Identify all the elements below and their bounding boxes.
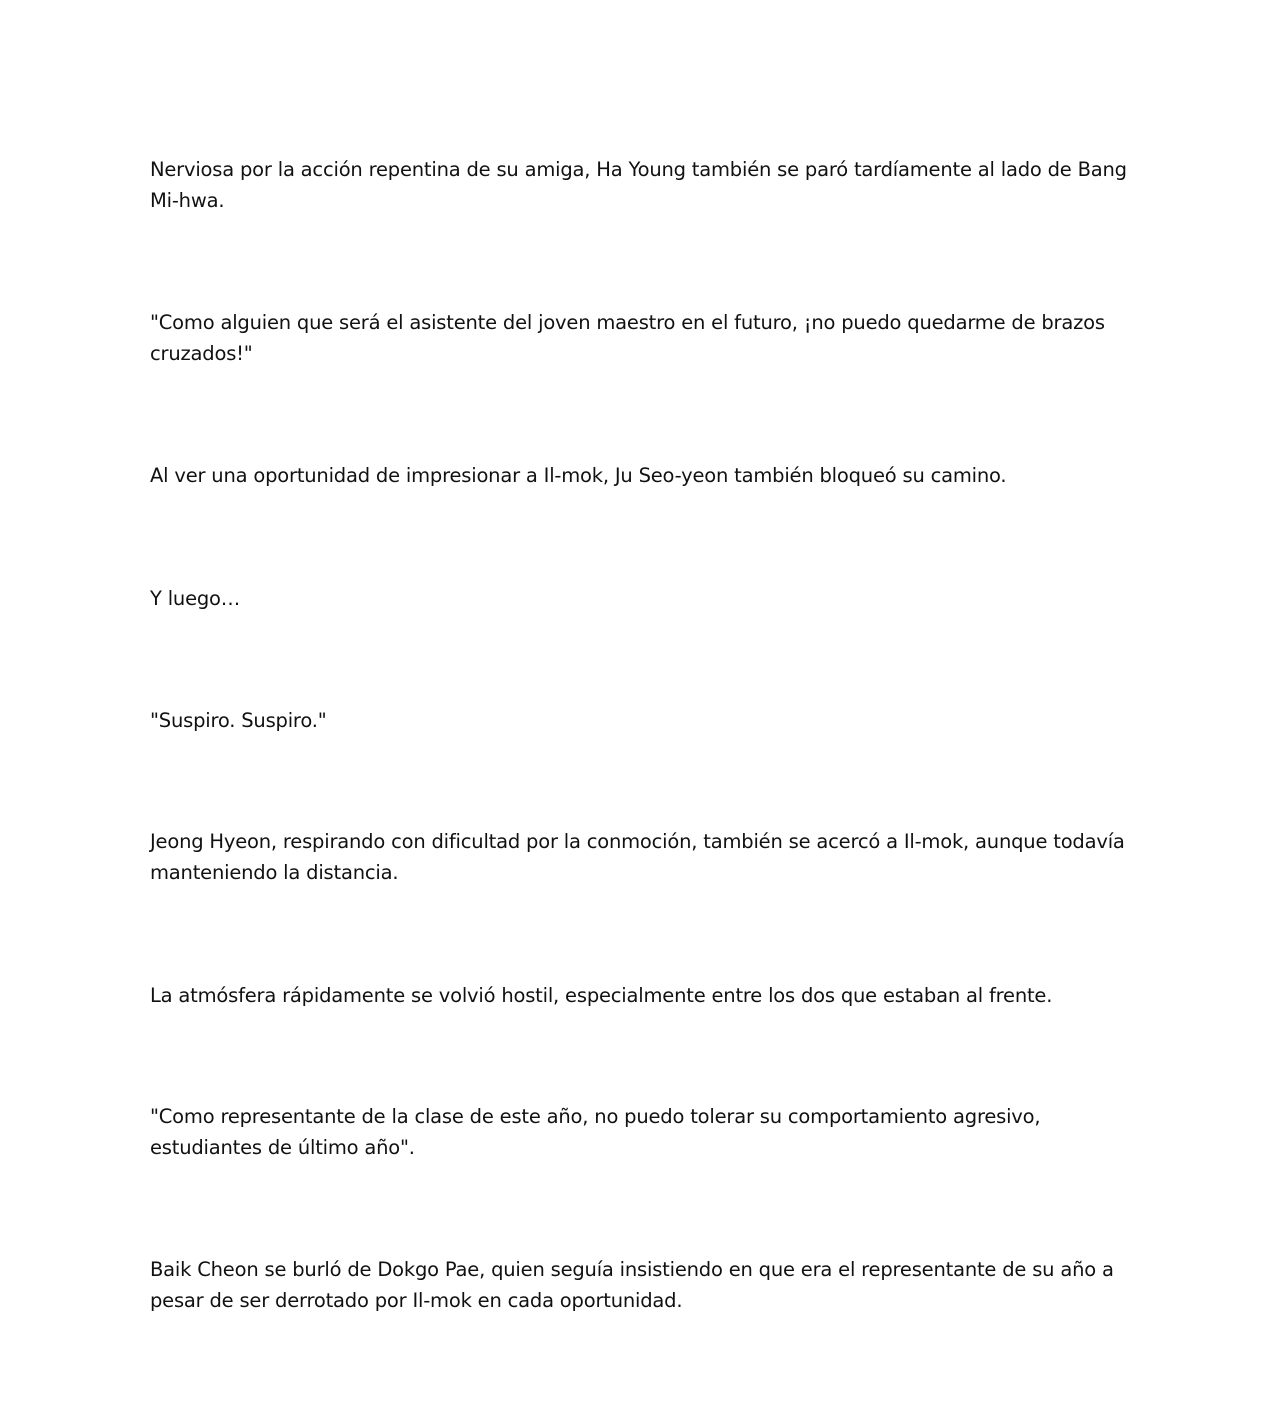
- paragraph: Al ver una oportunidad de impresionar a Il-mok, Ju Seo-yeon también bloqueó su camino.: [150, 464, 1007, 487]
- paragraph: "Como alguien que será el asistente del joven maestro en el futuro, ¡no puedo quedarme de brazos cruzados!": [150, 311, 1105, 365]
- paragraph: Baik Cheon se burló de Dokgo Pae, quien seguía insistiendo en que era el representante de su año a pesar de ser derrotado por Il-mok en cada oportunidad.: [150, 1258, 1114, 1312]
- paragraph: Y luego…: [150, 587, 241, 610]
- paragraph: Nerviosa por la acción repentina de su amiga, Ha Young también se paró tardíamente al lado de Bang Mi-hwa.: [150, 158, 1127, 212]
- paragraph: "Como representante de la clase de este año, no puedo tolerar su comportamiento agresivo, estudiantes de último año".: [150, 1105, 1041, 1159]
- paragraph: Jeong Hyeon, respirando con dificultad por la conmoción, también se acercó a Il-mok, aunque todavía manteniendo la distancia.: [150, 830, 1125, 884]
- paragraph: La atmósfera rápidamente se volvió hostil, especialmente entre los dos que estaban al frente.: [150, 984, 1053, 1007]
- paragraph: "Suspiro. Suspiro.": [150, 709, 327, 732]
